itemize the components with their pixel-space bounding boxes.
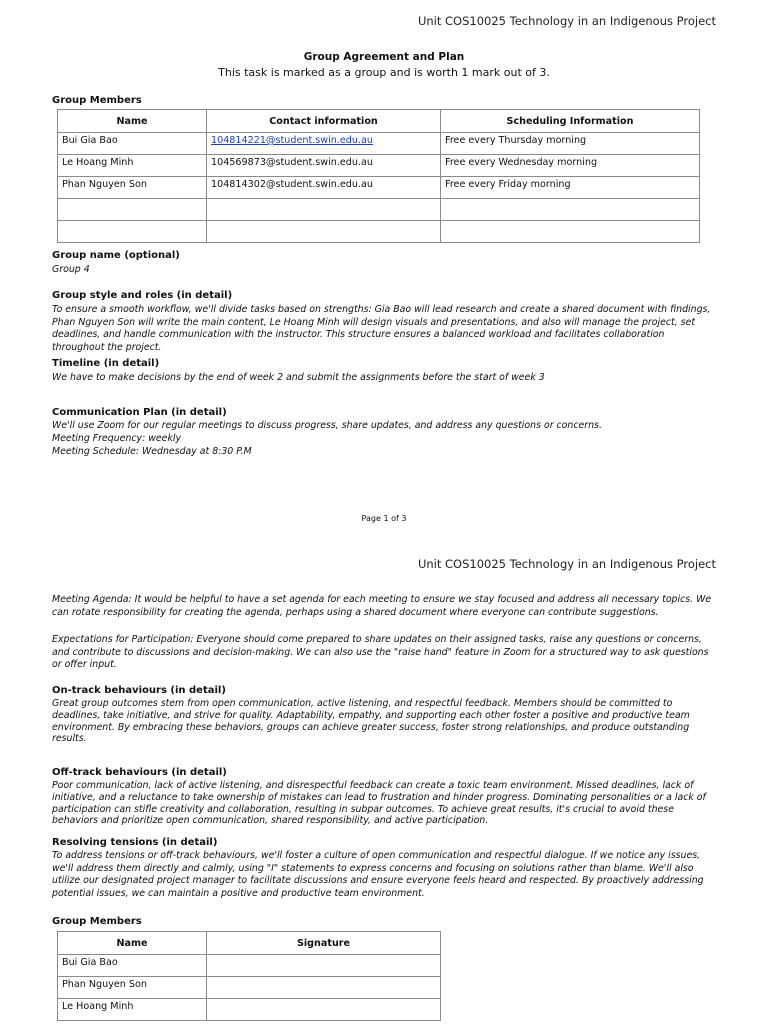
table-row [58,155,700,177]
table-row [58,199,700,221]
table-row [58,221,700,243]
timeline-label: Timeline (in detail) [52,358,160,369]
communication-plan-text: We'll use Zoom for our regular meetings to discuss progress, share updates, and address any questions or concerns. [52,420,602,431]
column-header: Scheduling Information [441,110,700,133]
member-schedule: Free every Friday morning [441,177,700,199]
resolving-tensions-label: Resolving tensions (in detail) [52,837,218,848]
signature-cell [207,999,441,1021]
member-name: Phan Nguyen Son [58,977,207,999]
document-subtitle: This task is marked as a group and is worth 1 mark out of 3. [218,66,550,79]
member-name: Bui Gia Bao [58,955,207,977]
group-style-text: To ensure a smooth workflow, we'll divide tasks based on strengths: Gia Bao will lead research and create a shared document with findings, Phan Nguyen Son will write the main content, Le Hoang Minh will design visuals and presentations, and also will manage the project, set deadlines, and handle communication with the instructor. This structure ensures a balanced workload and facilitates collaboration throughout the project. [52,304,711,353]
page-number: Page 1 of 3 [361,514,407,523]
empty-cell [207,199,441,221]
member-name: Le Hoang Minh [58,155,207,177]
page-2 [0,540,768,1024]
resolving-tensions-text: To address tensions or off-track behaviours, we'll foster a culture of open communication and respectful dialogue. If we notice any issues, we'll address them directly and calmly, using "I" statements to express concerns and focusing on solutions rather than blame. We'll also utilize our designated project manager to facilitate discussions and ensure everyone feels heard and respected. By proactively addressing potential issues, we can maintain a positive and productive team environment. [52,850,704,899]
table-header-row [58,932,441,955]
table-header-row [58,110,700,133]
meeting-schedule: Meeting Schedule: Wednesday at 8:30 P.M [52,446,252,457]
on-track-label: On-track behaviours (in detail) [52,685,226,696]
empty-cell [58,199,207,221]
group-name-value: Group 4 [52,264,90,275]
unit-header: Unit COS10025 Technology in an Indigenous Project [417,557,716,571]
table-row [58,955,441,977]
communication-plan-label: Communication Plan (in detail) [52,407,227,418]
unit-header: Unit COS10025 Technology in an Indigenous Project [417,14,716,28]
signature-cell [207,955,441,977]
column-header: Name [58,110,207,133]
member-email: 104814302@student.swin.edu.au [207,177,441,199]
empty-cell [58,221,207,243]
table-row [58,133,700,155]
document-title: Group Agreement and Plan [303,51,465,63]
column-header: Contact information [207,110,441,133]
signature-members-label: Group Members [52,916,142,927]
member-name: Phan Nguyen Son [58,177,207,199]
member-schedule: Free every Thursday morning [441,133,700,155]
empty-cell [207,221,441,243]
table-row [58,177,700,199]
group-members-table [57,109,700,243]
group-members-label: Group Members [52,95,142,106]
empty-cell [441,221,700,243]
meeting-agenda-text: Meeting Agenda: It would be helpful to have a set agenda for each meeting to ensure we stay focused and address all necessary topics. We can rotate responsibility for creating the agenda, perhaps using a shared document where everyone can contribute suggestions. [52,594,712,618]
member-schedule: Free every Wednesday morning [441,155,700,177]
member-email-link[interactable]: 104814221@student.swin.edu.au [207,133,441,155]
expectations-text: Expectations for Participation: Everyone should come prepared to share updates on their assigned tasks, raise any questions or concerns, and contribute to discussions and decision-making. We can also use the "raise hand" feature in Zoom for a structured way to ask questions or offer input. [52,634,709,671]
meeting-frequency: Meeting Frequency: weekly [52,433,182,444]
signature-table [57,931,441,1021]
table-row [58,977,441,999]
table-row [58,999,441,1021]
member-email: 104569873@student.swin.edu.au [207,155,441,177]
empty-cell [441,199,700,221]
off-track-label: Off-track behaviours (in detail) [52,767,227,778]
column-header: Name [58,932,207,955]
timeline-text: We have to make decisions by the end of week 2 and submit the assignments before the start of week 3 [52,372,545,383]
group-style-label: Group style and roles (in detail) [52,290,233,301]
member-name: Bui Gia Bao [58,133,207,155]
on-track-text: Great group outcomes stem from open communication, active listening, and respectful feedback. Members should be committed to deadlines, take initiative, and strive for quality. Adaptability, empathy, and supporting each other foster a positive and productive team environment. By embracing these behaviors, groups can achieve greater success, foster strong relationships, and produce outstanding results. [52,698,690,745]
signature-cell [207,977,441,999]
off-track-text: Poor communication, lack of active listening, and disrespectful feedback can create a toxic team environment. Missed deadlines, lack of initiative, and a reluctance to take ownership of mistakes can lead to frustration and hinder progress. Dominating personalities or a lack of participation can stifle creativity and collaboration, resulting in subpar outcomes. To achieve great results, it's crucial to avoid these behaviors and prioritize open communication, shared responsibility, and active participation. [52,780,706,827]
member-name: Le Hoang Minh [58,999,207,1021]
column-header: Signature [207,932,441,955]
group-name-label: Group name (optional) [52,250,180,261]
